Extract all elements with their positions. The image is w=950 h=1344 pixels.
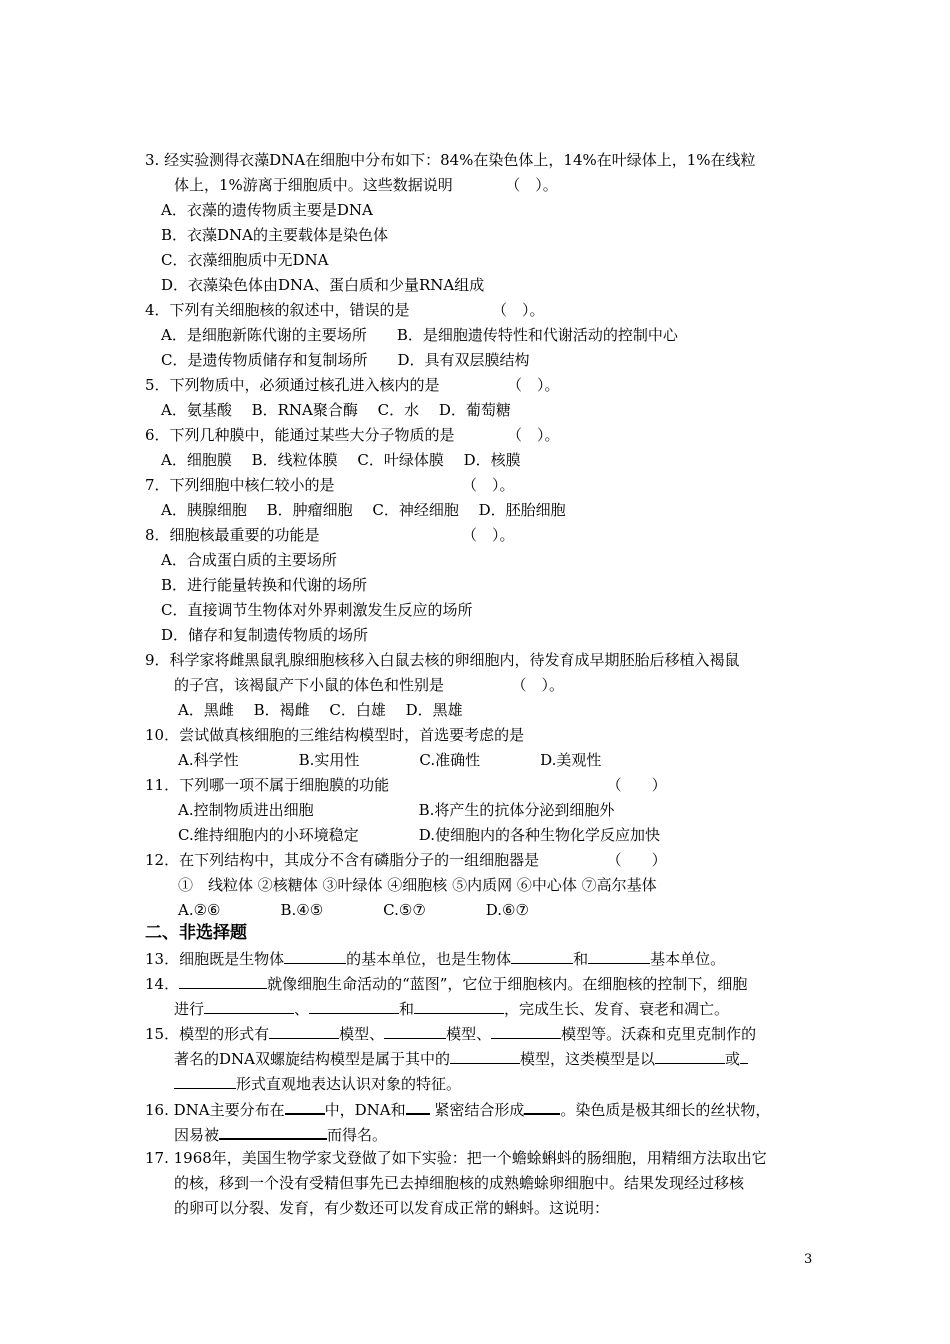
q13-blank-1[interactable]: [284, 948, 346, 964]
q13-text-1: 13．细胞既是生物体: [145, 950, 285, 968]
q15-blank-6b[interactable]: [174, 1073, 236, 1089]
q14-blank-4[interactable]: [414, 998, 504, 1014]
q15-line1: [145, 1023, 756, 1044]
q14-text-2: 就像细胞生命活动的“蓝图”，它位于细胞核内。在细胞核的控制下，细胞: [267, 975, 748, 993]
q14-text-5: 和: [399, 1000, 415, 1018]
page-number: 3: [804, 1252, 813, 1267]
q16-text-2: 中，DNA和: [324, 1101, 406, 1119]
q14-blank-2[interactable]: [204, 998, 294, 1014]
q6-stem: 6．下列几种膜中，能通过某些大分子物质的是 （ ）。: [145, 426, 560, 444]
q15-line2: [174, 1048, 748, 1069]
q15-text-6: 模型，这类模型是以: [520, 1050, 656, 1068]
q14-line2: [174, 998, 729, 1019]
q15-text-4: 模型等。沃森和克里克制作的: [561, 1025, 757, 1043]
q11-options-cd: C.维持细胞内的小环境稳定 D.使细胞内的各种生物化学反应加快: [178, 826, 660, 844]
q9-stem-line1: 9．科学家将雌黑鼠乳腺细胞核移入白鼠去核的卵细胞内，待发育成早期胚胎后移植入褐鼠: [145, 651, 740, 669]
q8-option-d: D．储存和复制遗传物质的场所: [161, 626, 369, 644]
q11-options-ab: A.控制物质进出细胞 B.将产生的抗体分泌到细胞外: [178, 801, 615, 819]
q9-stem-line2: 的子宫，该褐鼠产下小鼠的体色和性别是 （ ）。: [174, 676, 565, 694]
q3-stem-line2: 体上，1%游离于细胞质中。这些数据说明 （ ）。: [174, 176, 558, 194]
q12-options: A.②⑥ B.④⑤ C.⑤⑦ D.⑥⑦: [178, 901, 529, 919]
q16-blank-3[interactable]: [524, 1098, 560, 1115]
q13-line: [145, 948, 725, 969]
q4-stem: 4．下列有关细胞核的叙述中，错误的是 （ ）。: [145, 301, 545, 319]
q17-line2: 的核，移到一个没有受精但事先已去掉细胞核的成熟蟾蜍卵细胞中。结果发现经过移核: [174, 1174, 745, 1192]
q3-stem-line1: 3. 经实验测得衣藻DNA在细胞中分布如下：84%在染色体上，14%在叶绿体上，1%在线粒: [145, 151, 756, 169]
q15-text-7: 或: [725, 1050, 741, 1068]
q14-text-3: 进行: [174, 1000, 205, 1018]
q5-stem: 5．下列物质中，必须通过核孔进入核内的是 （ ）。: [145, 376, 560, 394]
q17-line1: 17. 1968年，美国生物学家戈登做了如下实验：把一个蟾蜍蝌蚪的肠细胞，用精细方法取出它: [145, 1149, 767, 1167]
q15-text-8: 形式直观地表达认识对象的特征。: [236, 1075, 462, 1093]
q8-stem: 8．细胞核最重要的功能是 （ ）。: [145, 526, 515, 544]
q15-blank-4[interactable]: [450, 1048, 520, 1064]
q16-text-1: 16. DNA主要分布在: [145, 1101, 285, 1119]
q15-blank-1[interactable]: [269, 1023, 339, 1039]
q4-options-cd: C．是遗传物质储存和复制场所 D．具有双层膜结构: [161, 351, 530, 369]
q14-text-4: 、: [294, 1000, 310, 1018]
q3-option-a: A．衣藻的遗传物质主要是DNA: [161, 201, 373, 219]
q16-blank-2[interactable]: [406, 1098, 430, 1115]
q15-blank-5[interactable]: [655, 1048, 725, 1064]
q16-text-6: 而得名。: [327, 1126, 388, 1144]
q15-text-5: 著名的DNA双螺旋结构模型是属于其中的: [174, 1050, 450, 1068]
q15-text-3: 模型、: [446, 1025, 492, 1043]
q16-text-3: 紧密结合形成: [429, 1101, 525, 1119]
q16-blank-4[interactable]: [219, 1123, 327, 1140]
q8-option-b: B．进行能量转换和代谢的场所: [161, 576, 368, 594]
q8-option-c: C．直接调节生物体对外界刺激发生反应的场所: [161, 601, 473, 619]
q16-blank-1[interactable]: [285, 1098, 325, 1115]
q15-line3: [174, 1073, 461, 1094]
q15-blank-2[interactable]: [384, 1023, 446, 1039]
q8-option-a: A．合成蛋白质的主要场所: [161, 551, 337, 569]
q14-text-6: ，完成生长、发育、衰老和凋亡。: [504, 1000, 730, 1018]
q3-option-b: B．衣藻DNA的主要载体是染色体: [161, 226, 389, 244]
q6-options: A．细胞膜 B．线粒体膜 C．叶绿体膜 D．核膜: [161, 451, 521, 469]
q15-blank-3[interactable]: [491, 1023, 561, 1039]
q5-options: A．氨基酸 B．RNA聚合酶 C．水 D．葡萄糖: [161, 401, 511, 419]
q15-text-2: 模型、: [339, 1025, 385, 1043]
q7-stem: 7．下列细胞中核仁较小的是 （ ）。: [145, 476, 515, 494]
q14-line1: [145, 973, 747, 994]
q12-items: ① 线粒体 ②核糖体 ③叶绿体 ④细胞核 ⑤内质网 ⑥中心体 ⑦高尔基体: [178, 876, 657, 894]
q16-line2: [174, 1123, 387, 1145]
q17-line3: 的卵可以分裂、发育，有少数还可以发育成正常的蝌蚪。这说明：: [174, 1199, 610, 1217]
q12-stem: 12．在下列结构中，其成分不含有磷脂分子的一组细胞器是 （ ）: [145, 851, 667, 869]
q13-text-3: 和: [573, 950, 589, 968]
q16-text-5: 因易被: [174, 1126, 220, 1144]
q7-options: A．胰腺细胞 B．肿瘤细胞 C．神经细胞 D．胚胎细胞: [161, 501, 566, 519]
q4-options-ab: A．是细胞新陈代谢的主要场所 B．是细胞遗传特性和代谢活动的控制中心: [161, 326, 678, 344]
q14-blank-3[interactable]: [309, 998, 399, 1014]
section-title: 二、非选择题: [145, 923, 247, 943]
q3-option-c: C．衣藻细胞质中无DNA: [161, 251, 329, 269]
q16-text-4: 。染色质是极其细长的丝状物，: [560, 1101, 771, 1119]
q15-blank-6a[interactable]: [740, 1048, 748, 1064]
q16-line1: [145, 1098, 770, 1120]
q14-blank-1[interactable]: [179, 973, 267, 989]
q14-text-1: 14．: [145, 975, 180, 993]
q13-blank-3[interactable]: [588, 948, 650, 964]
q11-stem: 11．下列哪一项不属于细胞膜的功能 （ ）: [145, 776, 667, 794]
q10-options: A.科学性 B.实用性 C.准确性 D.美观性: [178, 751, 602, 769]
q15-text-1: 15．模型的形式有: [145, 1025, 270, 1043]
q10-stem: 10．尝试做真核细胞的三维结构模型时，首选要考虑的是: [145, 726, 525, 744]
q13-text-4: 基本单位。: [650, 950, 726, 968]
q9-options: A．黑雌 B．褐雌 C．白雄 D．黑雄: [178, 701, 463, 719]
q3-option-d: D．衣藻染色体由DNA、蛋白质和少量RNA组成: [161, 276, 485, 294]
q13-text-2: 的基本单位，也是生物体: [346, 950, 512, 968]
q13-blank-2[interactable]: [511, 948, 573, 964]
